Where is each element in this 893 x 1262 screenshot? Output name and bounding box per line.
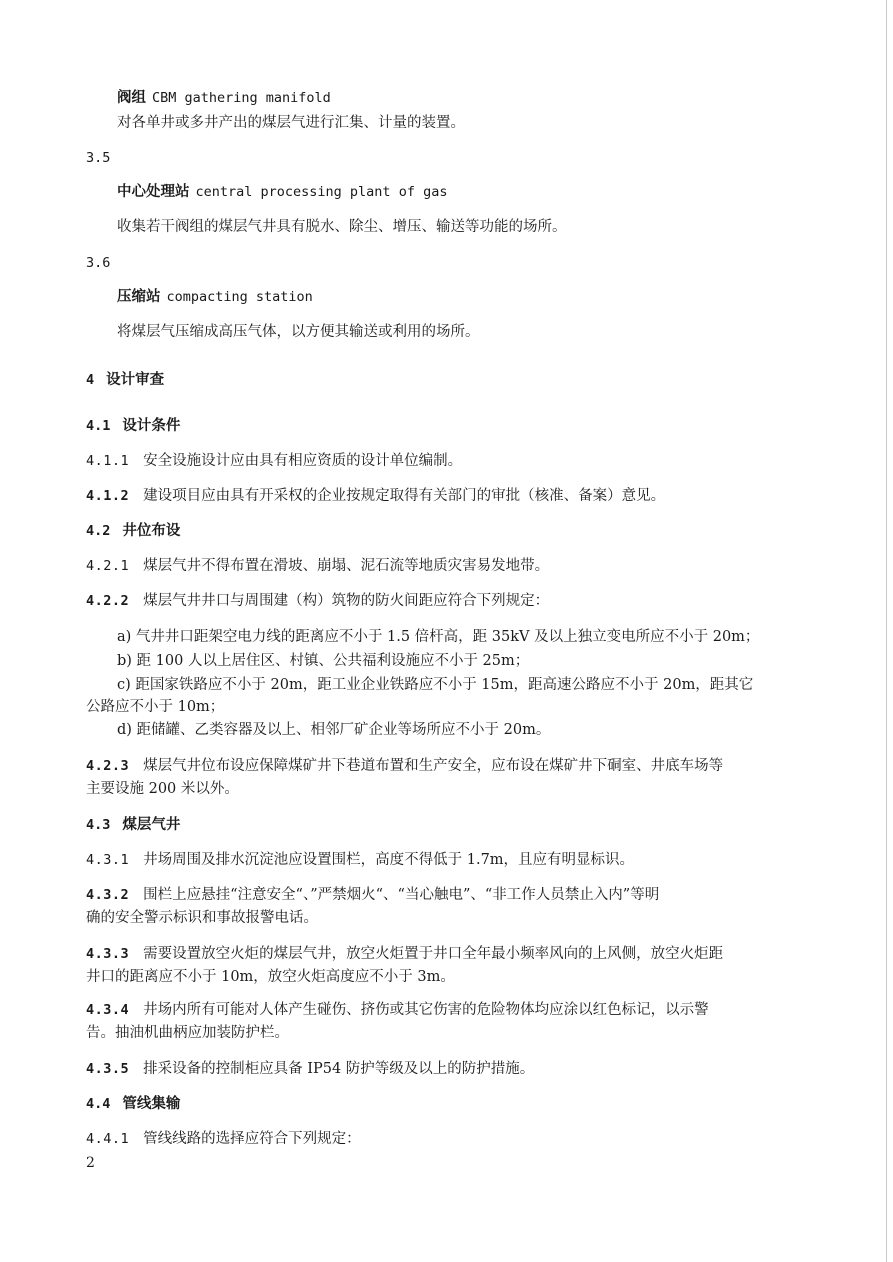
clause-4-2-2: 4.2.2 煤层气井井口与周围建（构）筑物的防火间距应符合下列规定： [86, 593, 550, 609]
page-number: 2 [86, 1155, 95, 1171]
term-definition-manifold: 对各单井或多井产出的煤层气进行汇集、计量的装置。 [117, 115, 465, 131]
clause-4-3-1: 4.3.1 井场周围及排水沉淀池应设置围栏，高度不得低于 1.7m，且应有明显标识。 [86, 852, 635, 868]
term-definition-central-processing: 收集若干阀组的煤层气井具有脱水、除尘、增压、输送等功能的场所。 [117, 219, 567, 235]
term-definition-compacting-station: 将煤层气压缩成高压气体，以方便其输送或利用的场所。 [117, 324, 480, 340]
clause-4-3-3: 4.3.3 需要设置放空火炬的煤层气井，放空火炬置于井口全年最小频率风向的上风侧，放空火炬距 [86, 946, 724, 962]
clause-4-3-4: 4.3.4 井场内所有可能对人体产生碰伤、挤伤或其它伤害的危险物体均应涂以红色标记，以示警 [86, 1002, 709, 1018]
clause-number-3-6: 3.6 [86, 255, 111, 271]
clause-4-2-1: 4.2.1 煤层气井不得布置在滑坡、崩塌、泥石流等地质灾害易发地带。 [86, 558, 550, 574]
section-heading-4: 4 设计审查 [86, 371, 165, 388]
clause-4-1-1: 4.1.1 安全设施设计应由具有相应资质的设计单位编制。 [86, 453, 463, 469]
list-item-d: d) 距储罐、乙类容器及以上、相邻厂矿企业等场所应不小于 20m。 [117, 722, 551, 738]
clause-4-2-3-continued: 主要设施 200 米以外。 [86, 781, 239, 797]
list-item-a: a) 气井井口距架空电力线的距离应不小于 1.5 倍杆高，距 35kV 及以上独立变电所应不小于 20m； [117, 629, 760, 645]
clause-number-3-5: 3.5 [86, 150, 111, 166]
clause-4-3-2: 4.3.2 围栏上应悬挂“注意安全“、”严禁烟火“、“当心触电”、“非工作人员禁止入内”等明 [86, 887, 660, 903]
clause-4-3-4-continued: 告。抽油机曲柄应加装防护栏。 [86, 1025, 289, 1041]
page-edge-line [886, 0, 887, 1262]
term-title-central-processing: 中心处理站 central processing plant of gas [117, 183, 448, 200]
clause-4-1-2: 4.1.2 建设项目应由具有开采权的企业按规定取得有关部门的审批（核准、备案）意见。 [86, 488, 666, 504]
list-item-c: c) 距国家铁路应不小于 20m，距工业企业铁路应不小于 15m，距高速公路应不小于 20m，距其它 [117, 677, 754, 693]
clause-4-3-5: 4.3.5 排采设备的控制柜应具备 IP54 防护等级及以上的防护措施。 [86, 1061, 535, 1077]
term-title-compacting-station: 压缩站 compacting station [117, 288, 313, 305]
list-item-b: b) 距 100 人以上居住区、村镇、公共福利设施应不小于 25m； [117, 653, 530, 669]
term-title-manifold: 阀组 CBM gathering manifold [117, 89, 331, 106]
clause-4-2-3: 4.2.3 煤层气井位布设应保障煤矿井下巷道布置和生产安全，应布设在煤矿井下硐室、井底车场等 [86, 758, 724, 774]
list-item-c-continued: 公路应不小于 10m； [86, 699, 225, 715]
clause-4-3-2-continued: 确的安全警示标识和事故报警电话。 [86, 910, 318, 926]
section-heading-4-1: 4.1 设计条件 [86, 417, 181, 434]
section-heading-4-3: 4.3 煤层气井 [86, 816, 181, 833]
clause-4-4-1: 4.4.1 管线线路的选择应符合下列规定： [86, 1131, 361, 1147]
section-heading-4-4: 4.4 管线集输 [86, 1095, 181, 1112]
section-heading-4-2: 4.2 井位布设 [86, 522, 181, 539]
clause-4-3-3-continued: 井口的距离应不小于 10m，放空火炬高度应不小于 3m。 [86, 969, 455, 985]
